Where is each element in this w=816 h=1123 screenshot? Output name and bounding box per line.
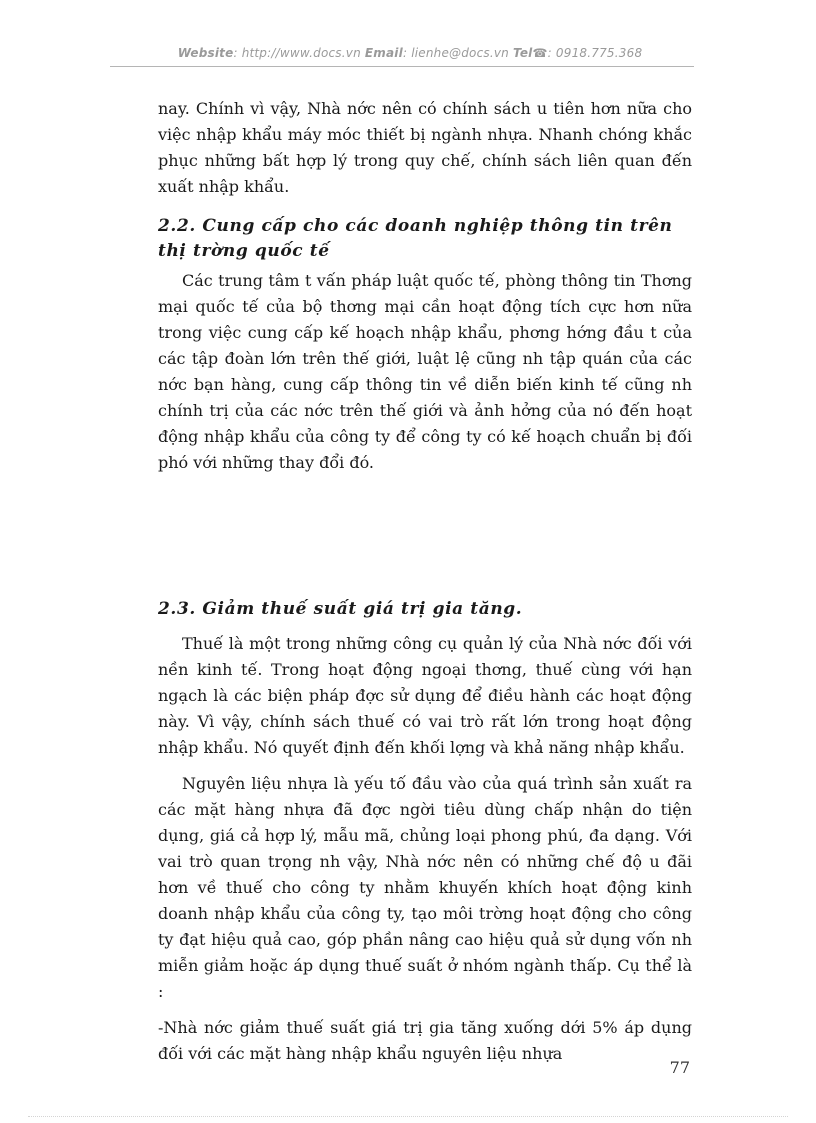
paragraph-raw-materials: Nguyên liệu nhựa là yếu tố đầu vào của quá trình sản xuất ra các mặt hàng nhựa đã đợc ngời tiêu dùng chấp nhận do tiện dụng, giá cả hợp lý, mẫu mã, chủng loại phong phú, đa dạng. Với vai trò quan trọng nh vậy, Nhà nớc nên có những chế độ u đãi hơn về thuế cho công ty nhằm khuyến khích hoạt động kinh doanh nhập khẩu của công ty, tạo môi trờng hoạt động cho công ty đạt hiệu quả cao, góp phần nâng cao hiệu quả sử dụng vốn nh miễn giảm hoặc áp dụng thuế suất ở nhóm ngành thấp. Cụ thể là :	[158, 774, 692, 1001]
website-label: Website	[177, 46, 234, 60]
email-value: : lienhe@docs.vn	[402, 46, 509, 60]
email-label: Email	[364, 46, 403, 60]
page-number: 77	[669, 1058, 690, 1077]
paragraph-info-services: Các trung tâm t vấn pháp luật quốc tế, phòng thông tin Thơng mại quốc tế của bộ thơng mại cần hoạt động tích cực hơn nữa trong việc cung cấp kế hoạch nhập khẩu, phơng hớng đầu t của các tập đoàn lớn trên thế giới, luật lệ cũng nh tập quán của các nớc bạn hàng, cung cấp thông tin về diễn biến kinh tế cũng nh chính trị của các nớc trên thế giới và ảnh hởng của nó đến hoạt động nhập khẩu của công ty để công ty có kế hoạch chuẩn bị đối phó với những thay đổi đó.	[158, 271, 692, 472]
page-header	[110, 46, 710, 60]
paragraph-tax-role: Thuế là một trong những công cụ quản lý của Nhà nớc đối với nền kinh tế. Trong hoạt động ngoại thơng, thuế cùng với hạn ngạch là các biện pháp đợc sử dụng để điều hành các hoạt động này. Vì vậy, chính sách thuế có vai trò rất lớn trong hoạt động nhập khẩu. Nó quyết định đến khối lợng và khả năng nhập khẩu.	[158, 634, 692, 757]
page-content	[158, 96, 692, 1067]
paragraph-continuation: nay. Chính vì vậy, Nhà nớc nên có chính sách u tiên hơn nữa cho việc nhập khẩu máy móc thiết bị ngành nhựa. Nhanh chóng khắc phục những bất hợp lý trong quy chế, chính sách liên quan đến xuất nhập khẩu.	[158, 99, 692, 196]
footer-divider	[28, 1116, 788, 1117]
tel-label: Tel	[513, 46, 533, 60]
header-divider	[110, 66, 694, 67]
section-heading-2-2: 2.2. Cung cấp cho các doanh nghiệp thông tin trên thị trờng quốc tế	[158, 216, 673, 261]
website-value: : http://www.docs.vn	[233, 46, 361, 60]
section-heading-2-3: 2.3. Giảm thuế suất giá trị gia tăng.	[158, 599, 523, 619]
paragraph-vat-reduction: -Nhà nớc giảm thuế suất giá trị gia tăng xuống dới 5% áp dụng đối với các mặt hàng nhập khẩu nguyên liệu nhựa	[158, 1018, 692, 1063]
tel-value: ☎: 0918.775.368	[532, 46, 643, 60]
